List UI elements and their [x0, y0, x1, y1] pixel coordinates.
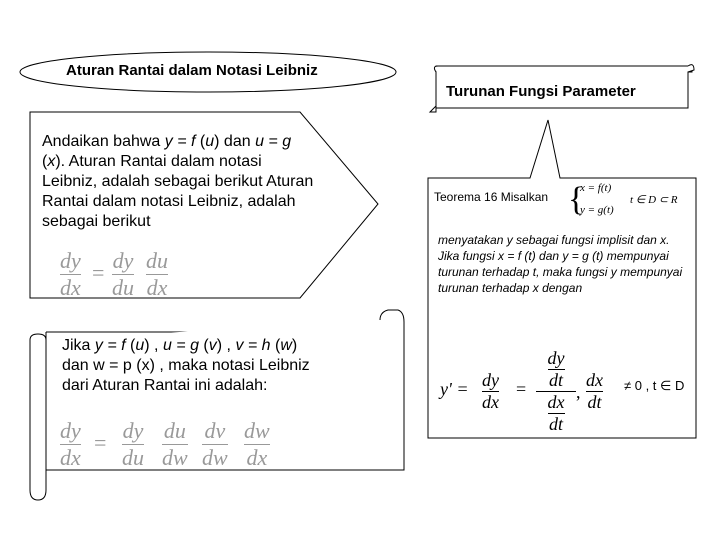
- theorem-description: menyatakan y sebagai fungsi implisit dan x. Jika fungsi x = f (t) dan y = g (t) mempunyai turunan terhadap t, maka fungsi y mempunyai turunan terhadap x dengan: [438, 233, 683, 295]
- callout-formula: dy dx = dy du du dx: [60, 248, 168, 300]
- theorem-system: { x = f(t) y = g(t) t ∈ D ⊂ R: [568, 181, 678, 218]
- scroll-line-2: dan w = p (x) , maka notasi Leibniz: [62, 357, 310, 374]
- brace-icon: {: [568, 181, 585, 218]
- scroll-formula: dy dx = dy du du dw dv dw dw dx: [60, 418, 270, 470]
- theorem-condition: ≠ 0 , t ∈ D: [624, 378, 685, 393]
- scroll-line-3: dari Aturan Rantai ini adalah:: [62, 377, 268, 394]
- scroll-line-1: Jika y = f (u) , u = g (v) , v = h (w): [62, 337, 298, 354]
- banner-title: Turunan Fungsi Parameter: [446, 83, 636, 100]
- callout-text: Andaikan bahwa y = f (u) dan u = g (x). Aturan Rantai dalam notasi Leibniz, adalah sebagai berikut Aturan Rantai dalam notasi Leibniz, adalah sebagai berikut: [42, 133, 314, 230]
- theorem-formula: y' = dy dx = $\frac{dy}{dt}$ $\frac{dx}{dt}$ , dx dt: [440, 348, 603, 434]
- title-ellipse-text: Aturan Rantai dalam Notasi Leibniz: [66, 62, 318, 79]
- scroll-text: [62, 336, 392, 396]
- theorem-label: Teorema 16 Misalkan: [434, 190, 549, 204]
